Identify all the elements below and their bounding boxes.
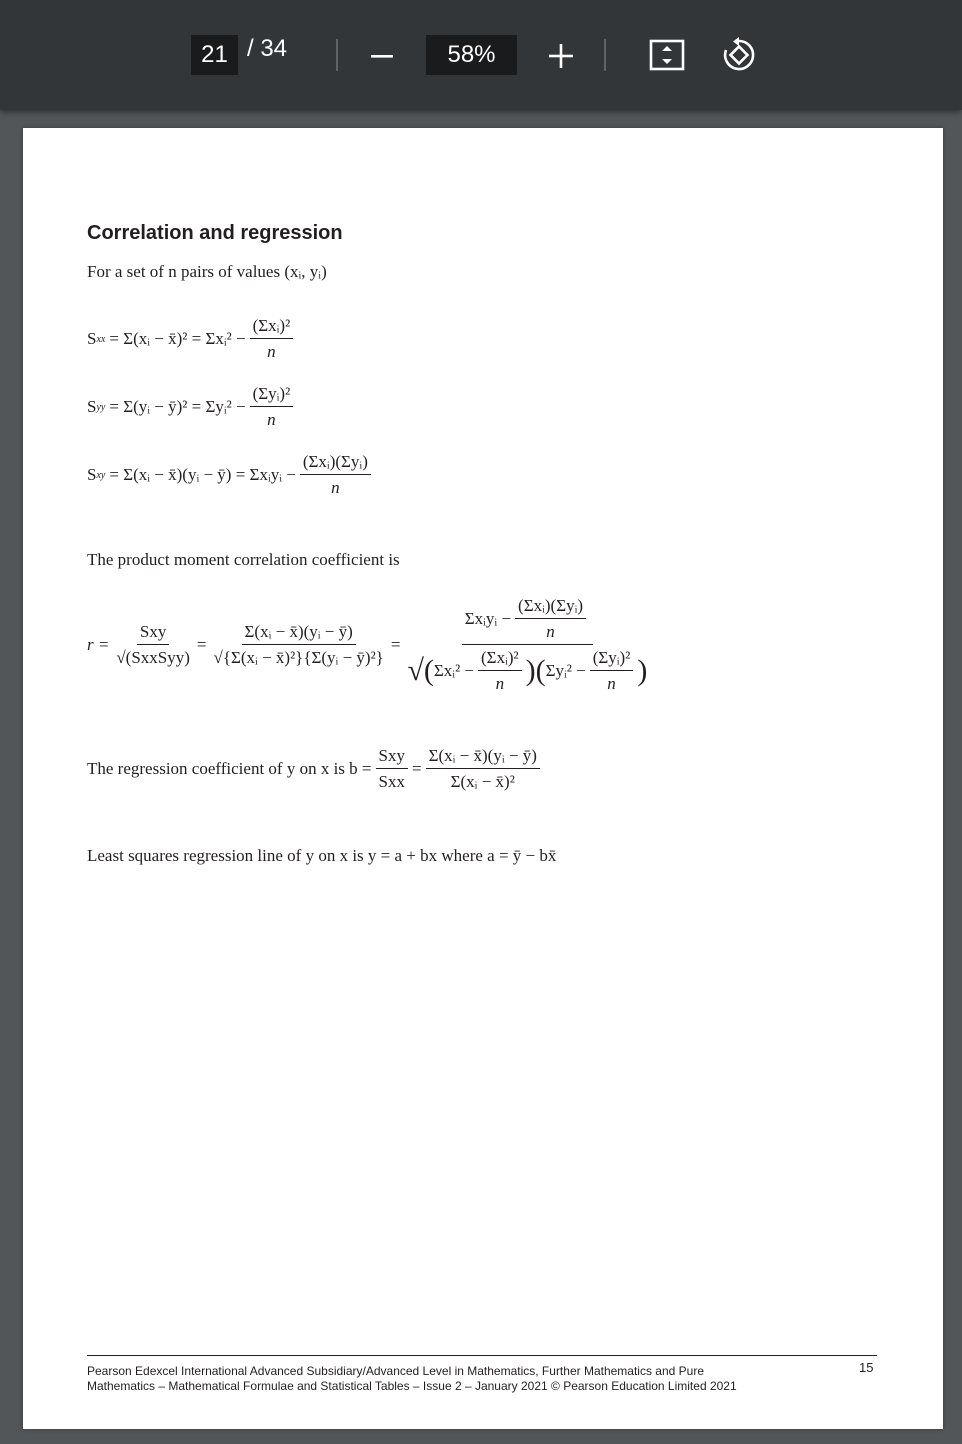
footer-divider (87, 1355, 877, 1356)
syy-lhs: S (87, 397, 97, 416)
pmcc-f3-num-a: Σxᵢyᵢ − (464, 609, 512, 628)
regression-f1-num: Sxy (376, 746, 408, 769)
sxx-lhs-sub: xx (96, 333, 106, 345)
regression-f2-num: Σ(xᵢ − x̄)(yᵢ − ȳ) (426, 746, 540, 769)
sxy-fraction-num: (Σxᵢ)(Σyᵢ) (300, 452, 371, 475)
pmcc-fraction-2 (211, 622, 387, 668)
pmcc-f3-num-frac (515, 596, 586, 642)
rotate-icon (720, 36, 758, 74)
sxy-mid: = Σ(xᵢ − x̄)(yᵢ − ȳ) = Σxᵢyᵢ − (109, 465, 296, 484)
pmcc-f3-den-n1: n (495, 674, 505, 693)
rotate-button[interactable] (717, 33, 761, 77)
sxy-lhs-sub: xy (96, 469, 106, 481)
pmcc-f3-num-b: (Σxᵢ)(Σyᵢ) (515, 596, 586, 619)
paren-close-open: )( (525, 654, 546, 687)
sxy-lhs: S (87, 465, 97, 484)
pmcc-fraction-3 (404, 596, 650, 694)
pmcc-formula (87, 596, 654, 694)
syy-formula (87, 384, 297, 430)
pmcc-f3-den-a: Σxᵢ² − (433, 661, 475, 680)
pdf-toolbar (0, 0, 962, 110)
pdf-page (23, 128, 943, 1429)
toolbar-divider (604, 39, 606, 71)
regression-equals: = (411, 759, 422, 778)
footer-line-1: Pearson Edexcel International Advanced Subsidiary/Advanced Level in Mathematics, Further Mathematics and Pure (87, 1364, 705, 1378)
pmcc-equals-1: = (196, 635, 207, 654)
pmcc-f3-den-n2: n (607, 674, 616, 693)
pmcc-f2-den: √{Σ(xᵢ − x̄)²}{Σ(yᵢ − ȳ)²} (213, 648, 384, 667)
sxx-formula (87, 316, 297, 362)
pmcc-f3-den-c: Σyᵢ² − (545, 661, 586, 680)
fit-page-icon (649, 39, 685, 71)
sxy-formula (87, 452, 375, 498)
pmcc-fraction-1 (113, 622, 193, 668)
pmcc-lhs: r = (87, 635, 110, 654)
sxx-mid: = Σ(xᵢ − x̄)² = Σxᵢ² − (109, 329, 246, 348)
sxx-lhs: S (87, 329, 97, 348)
zoom-out-button[interactable] (364, 38, 400, 74)
fit-page-button[interactable] (646, 35, 688, 75)
pmcc-f3-den (404, 645, 650, 694)
intro-text: For a set of n pairs of values (xᵢ, yᵢ) (87, 262, 327, 281)
sxx-fraction-den: n (267, 342, 276, 361)
sxx-fraction (250, 316, 294, 362)
regression-fraction-1 (376, 746, 408, 792)
least-squares-text: Least squares regression line of y on x is y = a + bx where a = ȳ − bx̄ (87, 846, 557, 865)
regression-fraction-2 (426, 746, 540, 792)
page-number: 15 (859, 1360, 874, 1375)
footer-text (87, 1364, 787, 1394)
pmcc-text: The product moment correlation coefficient is (87, 550, 400, 569)
regression-f1-den: Sxx (378, 772, 405, 791)
syy-mid: = Σ(yᵢ − ȳ)² = Σyᵢ² − (109, 397, 246, 416)
minus-icon (370, 44, 394, 68)
pmcc-f3-den-d: (Σyᵢ)² (590, 648, 634, 671)
regression-text: The regression coefficient of y on x is b = (87, 759, 372, 778)
regression-formula (87, 746, 544, 792)
zoom-in-button[interactable] (542, 37, 580, 75)
sxy-fraction (300, 452, 371, 498)
pmcc-f1-num: Sxy (137, 622, 169, 645)
footer-line-2: Mathematics – Mathematical Formulae and Statistical Tables – Issue 2 – January 2021 © Pearson Education Limited 2021 (87, 1379, 737, 1393)
sxy-fraction-den: n (331, 478, 340, 497)
syy-fraction-den: n (267, 410, 276, 429)
pmcc-f3-den-b: (Σxᵢ)² (478, 648, 522, 671)
pmcc-equals-2: = (390, 635, 401, 654)
pmcc-f3-den-frac-y (590, 648, 634, 694)
total-pages: / 34 (247, 35, 288, 62)
pmcc-f3-den-frac-x (478, 648, 522, 694)
paren-close: ) (637, 654, 648, 687)
pmcc-f1-den: √(SxxSyy) (116, 648, 190, 667)
regression-f2-den: Σ(xᵢ − x̄)² (450, 772, 515, 791)
root-symbol: √( (407, 654, 434, 687)
syy-fraction-num: (Σyᵢ)² (250, 384, 294, 407)
syy-fraction (250, 384, 294, 430)
pmcc-f2-num: Σ(xᵢ − x̄)(yᵢ − ȳ) (242, 622, 356, 645)
syy-lhs-sub: yy (96, 401, 106, 413)
section-heading: Correlation and regression (87, 222, 343, 244)
current-page-input[interactable]: 21 (191, 35, 238, 75)
sxx-fraction-num: (Σxᵢ)² (250, 316, 294, 339)
zoom-level-input[interactable]: 58% (426, 35, 517, 75)
plus-icon (548, 43, 574, 69)
pmcc-f3-num (462, 596, 593, 645)
pmcc-f3-num-c: n (546, 622, 555, 641)
toolbar-divider (336, 39, 338, 71)
